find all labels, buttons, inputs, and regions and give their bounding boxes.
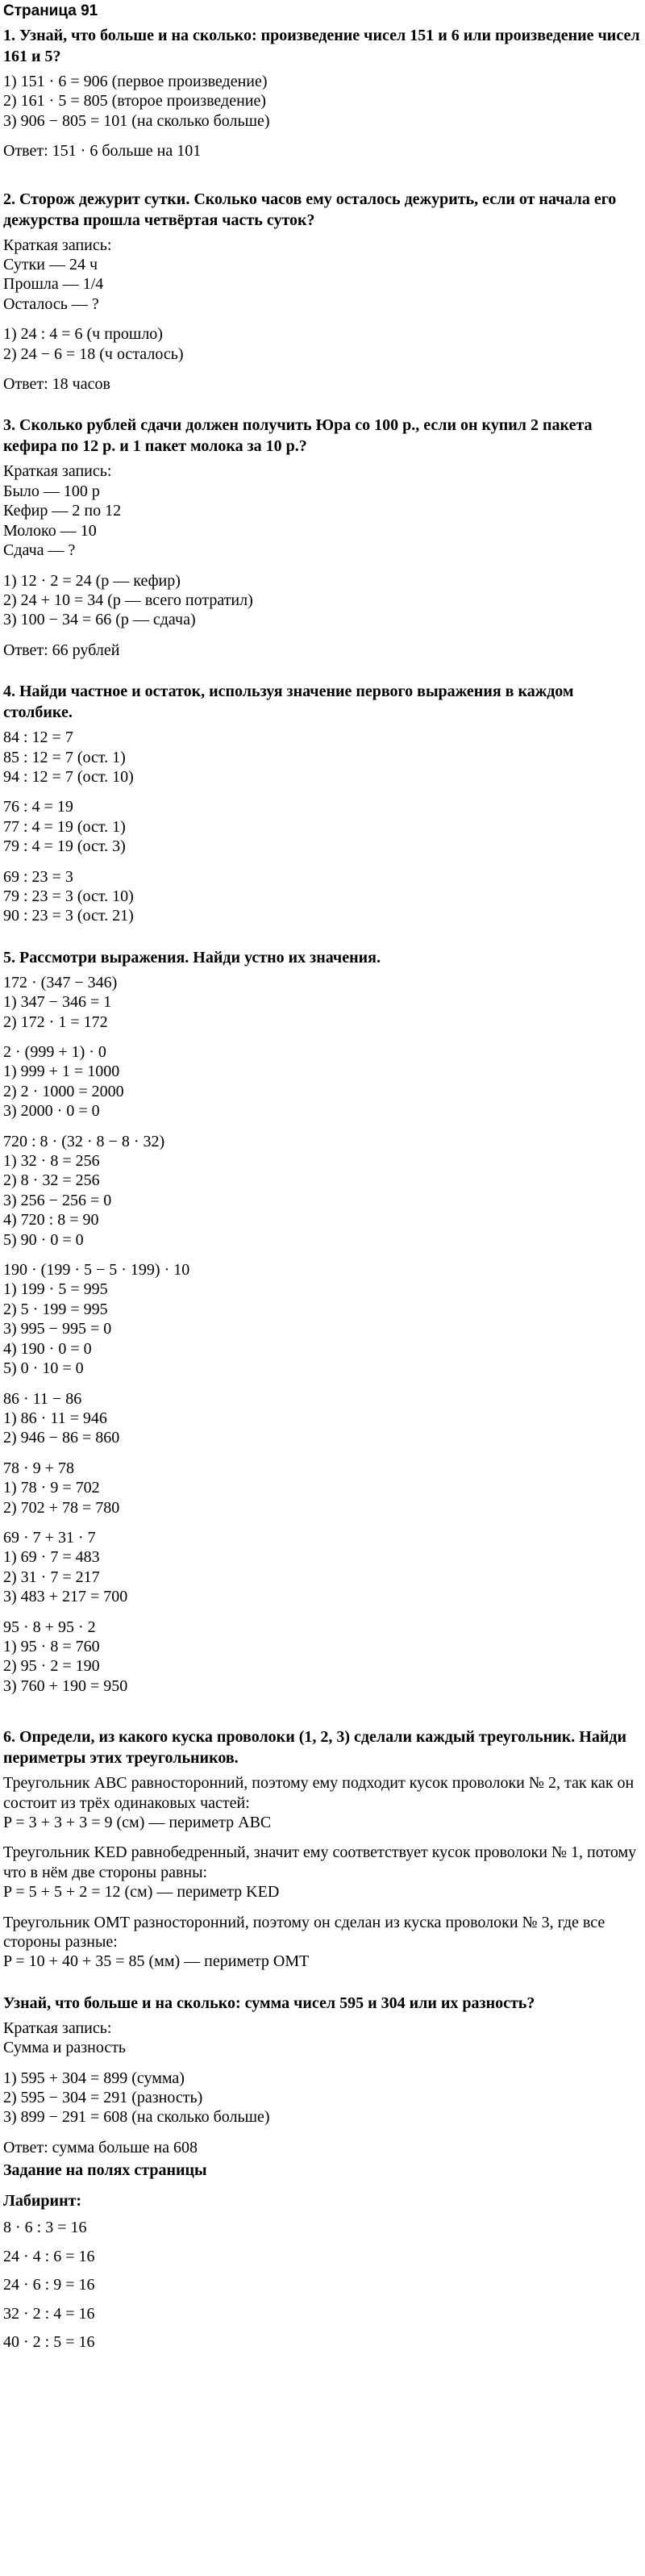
text-line: Сдача — ? [3, 541, 76, 560]
spacer [3, 1250, 640, 1260]
text-line: P = 5 + 5 + 2 = 12 (см) — периметр KED [3, 1883, 280, 1902]
spacer [3, 2266, 640, 2275]
task-question: 3. Сколько рублей сдачи должен получить Юра со 100 р., если он купил 2 пакета кефира по 12 р. и 1 пакет молока за 10 р.? [3, 416, 593, 456]
spacer [3, 1448, 640, 1459]
text-line: 95 · 8 + 95 · 2 [3, 1618, 96, 1636]
text-line: 2) 8 · 32 = 256 [3, 1171, 100, 1190]
text-line: 5) 90 · 0 = 0 [3, 1230, 84, 1249]
line-group [3, 867, 640, 926]
line-group [3, 2247, 640, 2266]
text-line: Ответ: 18 часов [3, 375, 110, 394]
text-line: 1) 32 · 8 = 256 [3, 1152, 100, 1171]
text-line: Сумма и разность [3, 2039, 127, 2057]
text-line: 1) 69 · 7 = 483 [3, 1548, 100, 1567]
text-line: 5) 0 · 10 = 0 [3, 1359, 84, 1378]
spacer [3, 630, 640, 641]
text-line: 1) 86 · 11 = 946 [3, 1409, 107, 1427]
text-line: 2) 161 · 5 = 805 (второе произведение) [3, 92, 267, 111]
text-line: 1) 151 · 6 = 906 (первое произведение) [3, 73, 268, 90]
text-line: 40 · 2 : 5 = 16 [3, 2332, 95, 2351]
text-line: Краткая запись: [3, 2019, 112, 2037]
text-line: 2) 2 · 1000 = 2000 [3, 1082, 124, 1100]
task-question: Задание на полях страницы [3, 2161, 207, 2180]
line-group [3, 1389, 640, 1448]
text-line: P = 3 + 3 + 3 = 9 (см) — периметр ABC [3, 1814, 272, 1831]
spacer [3, 1121, 640, 1132]
text-line: 720 : 8 · (32 · 8 − 8 · 32) [3, 1132, 165, 1150]
text-line: Молоко — 10 [3, 521, 97, 540]
task-question: 5. Рассмотри выражения. Найди устно их значения. [3, 948, 381, 967]
task-block [3, 681, 640, 926]
task-block [3, 2190, 640, 2352]
line-group [3, 1843, 640, 1902]
line-group [3, 461, 640, 560]
spacer [3, 131, 640, 141]
text-line: 2) 702 + 78 = 780 [3, 1498, 120, 1517]
spacer [3, 2323, 640, 2332]
spacer [3, 857, 640, 867]
task-block [3, 415, 640, 660]
text-line: 2) 31 · 7 = 217 [3, 1568, 100, 1586]
text-line: 3) 760 + 190 = 950 [3, 1676, 128, 1695]
text-line: 78 · 9 + 78 [3, 1459, 74, 1477]
text-line: 3) 899 − 291 = 608 (на сколько больше) [3, 2108, 270, 2127]
text-line: 2) 5 · 199 = 995 [3, 1300, 108, 1318]
text-line: 24 · 6 : 9 = 16 [3, 2276, 95, 2294]
line-group [3, 2304, 640, 2323]
text-line: 77 : 4 = 19 (ост. 1) [3, 817, 126, 836]
line-group [3, 1528, 640, 1607]
text-line: 3) 995 − 995 = 0 [3, 1320, 112, 1338]
line-group [3, 1132, 640, 1250]
line-group [3, 797, 640, 856]
spacer [3, 394, 640, 415]
task-block [3, 947, 640, 1696]
text-line: 24 · 4 : 6 = 16 [3, 2247, 95, 2265]
text-line: 69 · 7 + 31 · 7 [3, 1528, 96, 1547]
line-group [3, 571, 640, 630]
text-line: 2 · (999 + 1) · 0 [3, 1043, 106, 1061]
spacer [3, 926, 640, 947]
page-title: Страница 91 [3, 2, 98, 19]
spacer [3, 2127, 640, 2138]
text-line: Ответ: сумма больше на 608 [3, 2138, 198, 2156]
spacer [3, 1832, 640, 1843]
text-line: Краткая запись: [3, 462, 112, 481]
text-line: 69 : 23 = 3 [3, 867, 73, 886]
text-line: Треугольник ABC равносторонний, поэтому ему подходит кусок проволоки № 2, так как он состоит из трёх одинаковых частей: [3, 1774, 639, 1812]
text-line: Ответ: 66 рублей [3, 641, 120, 659]
task-question: 1. Узнай, что больше и на сколько: произведение чисел 151 и 6 или произведение чисел 161 и 5? [3, 27, 640, 65]
text-line: 4) 720 : 8 = 90 [3, 1211, 99, 1230]
spacer [3, 1902, 640, 1913]
text-line: Сутки — 24 ч [3, 256, 98, 274]
spacer [3, 660, 640, 681]
text-line: 1) 12 · 2 = 24 (р — кефир) [3, 571, 181, 590]
line-group [3, 1618, 640, 1697]
spacer [3, 561, 640, 571]
spacer [3, 2295, 640, 2304]
spacer [3, 2058, 640, 2069]
task-block [3, 1993, 640, 2157]
spacer [3, 1518, 640, 1528]
line-group [3, 973, 640, 1032]
task-block [3, 25, 640, 161]
content [3, 25, 640, 2352]
line-group [3, 641, 640, 660]
text-line: Ответ: 151 · 6 больше на 101 [3, 142, 202, 161]
task-question: 2. Сторож дежурит сутки. Сколько часов ему осталось дежурить, если от начала его дежурства прошла четвёртая часть суток? [3, 190, 617, 229]
line-group [3, 2218, 640, 2237]
line-group [3, 2332, 640, 2352]
text-line: 2) 946 − 86 = 860 [3, 1429, 120, 1447]
line-group [3, 2138, 640, 2157]
text-line: 32 · 2 : 4 = 16 [3, 2304, 95, 2323]
text-line: 1) 199 · 5 = 995 [3, 1280, 108, 1299]
line-group [3, 2069, 640, 2127]
line-group [3, 72, 640, 131]
text-line: 1) 24 : 4 = 6 (ч прошло) [3, 325, 163, 344]
line-group [3, 2019, 640, 2058]
text-line: 1) 78 · 9 = 702 [3, 1479, 100, 1497]
line-group [3, 374, 640, 394]
spacer [3, 1607, 640, 1618]
line-group [3, 141, 640, 161]
text-line: Краткая запись: [3, 236, 112, 254]
spacer [3, 314, 640, 324]
text-line: 3) 906 − 805 = 101 (на сколько больше) [3, 111, 270, 130]
text-line: Было — 100 р [3, 482, 100, 500]
text-line: 2) 595 − 304 = 291 (разность) [3, 2089, 203, 2107]
text-line: P = 10 + 40 + 35 = 85 (мм) — периметр OMT [3, 1952, 310, 1971]
text-line: 86 · 11 − 86 [3, 1389, 82, 1408]
line-group [3, 1042, 640, 1121]
text-line: 4) 190 · 0 = 0 [3, 1339, 92, 1358]
text-line: 2) 95 · 2 = 190 [3, 1657, 100, 1676]
spacer [3, 1972, 640, 1993]
spacer [3, 364, 640, 374]
text-line: 3) 100 − 34 = 66 (р — сдача) [3, 611, 196, 629]
task-question: Лабиринт: [3, 2192, 82, 2211]
line-group [3, 1773, 640, 1832]
text-line: 2) 172 · 1 = 172 [3, 1012, 108, 1031]
line-group [3, 2275, 640, 2294]
text-line: 8 · 6 : 3 = 16 [3, 2219, 87, 2237]
task-question: 6. Определи, из какого куска проволоки (1, 2, 3) сделали каждый треугольник. Найди периметры этих треугольников. [3, 1728, 627, 1768]
text-line: 2) 24 + 10 = 34 (р — всего потратил) [3, 591, 253, 609]
text-line: 190 · (199 · 5 − 5 · 199) · 10 [3, 1261, 190, 1280]
text-line: Треугольник OMT разносторонний, поэтому он сделан из куска проволоки № 3, где все стороны разные: [3, 1913, 610, 1952]
text-line: 2) 24 − 6 = 18 (ч осталось) [3, 344, 184, 363]
line-group [3, 324, 640, 364]
spacer [3, 1696, 640, 1726]
text-line: 76 : 4 = 19 [3, 798, 73, 816]
line-group [3, 1459, 640, 1518]
task-question: Узнай, что больше и на сколько: сумма чисел 595 и 304 или их разность? [3, 1994, 535, 2012]
spacer [3, 1379, 640, 1389]
text-line: 90 : 23 = 3 (ост. 21) [3, 907, 134, 925]
task-block [3, 1726, 640, 1972]
line-group [3, 728, 640, 787]
text-line: 94 : 12 = 7 (ост. 10) [3, 767, 134, 786]
line-group [3, 236, 640, 315]
text-line: 79 : 23 = 3 (ост. 10) [3, 887, 134, 905]
text-line: 3) 2000 · 0 = 0 [3, 1102, 100, 1121]
text-line: 3) 256 − 256 = 0 [3, 1191, 112, 1209]
line-group [3, 1260, 640, 1378]
text-line: 1) 347 − 346 = 1 [3, 993, 112, 1012]
text-line: 79 : 4 = 19 (ост. 3) [3, 837, 126, 856]
text-line: Треугольник KED равнобедренный, значит ему соответствует кусок проволоки № 1, потому что в нём две стороны равны: [3, 1843, 641, 1881]
text-line: 1) 999 + 1 = 1000 [3, 1063, 120, 1081]
spacer [3, 1032, 640, 1042]
text-line: 85 : 12 = 7 (ост. 1) [3, 748, 126, 766]
text-line: Осталось — ? [3, 294, 99, 313]
spacer [3, 787, 640, 797]
spacer [3, 161, 640, 189]
text-line: Прошла — 1/4 [3, 275, 104, 294]
spacer [3, 2238, 640, 2247]
line-group [3, 1913, 640, 1972]
text-line: 172 · (347 − 346) [3, 973, 118, 992]
task-question: 4. Найди частное и остаток, используя значение первого выражения в каждом столбике. [3, 683, 574, 722]
task-block [3, 189, 640, 395]
text-line: 84 : 12 = 7 [3, 729, 73, 747]
text-line: 1) 95 · 8 = 760 [3, 1637, 100, 1655]
text-line: Кефир — 2 по 12 [3, 502, 122, 520]
text-line: 1) 595 + 304 = 899 (сумма) [3, 2069, 185, 2087]
text-line: 3) 483 + 217 = 700 [3, 1588, 128, 1606]
task-block [3, 2160, 640, 2181]
